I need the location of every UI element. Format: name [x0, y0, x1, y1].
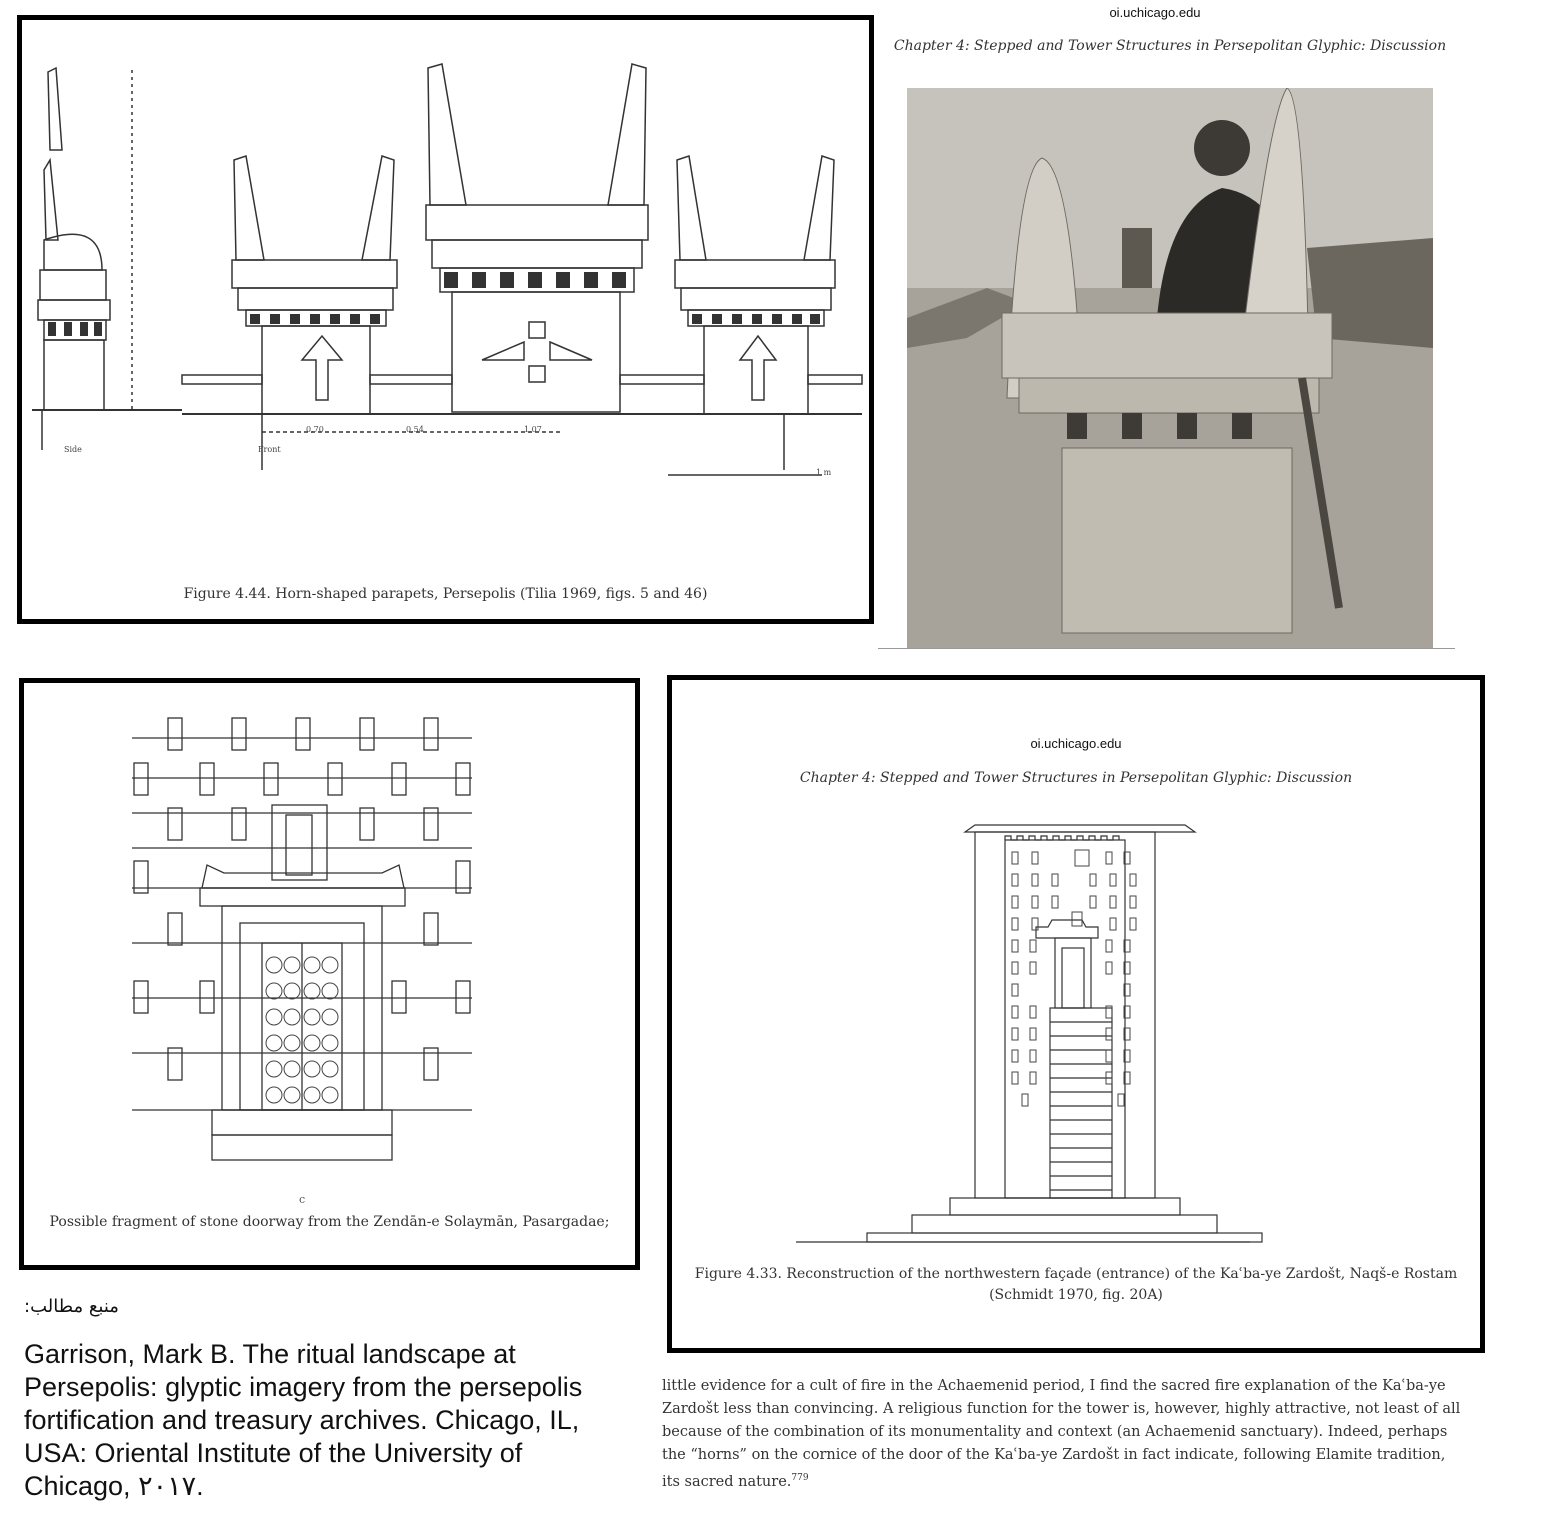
figure-4-33-caption-line1: Figure 4.33. Reconstruction of the northwestern façade (entrance) of the Kaʿba-ye Zardošt, Naqš-e Rostam	[694, 1266, 1458, 1282]
figure-4-44-caption: Figure 4.44. Horn-shaped parapets, Persepolis (Tilia 1969, figs. 5 and 46)	[183, 586, 708, 602]
figure-4-44-panel	[17, 15, 874, 624]
dimension-2: 0,54	[406, 425, 424, 434]
source-line-2: Persepolis: glyptic imagery from the persepolis	[24, 1372, 583, 1402]
front-label: Front	[258, 445, 281, 454]
dimension-1: 0,70	[306, 425, 324, 434]
excerpt-line-1: little evidence for a cult of fire in the Achaemenid period, I find the sacred fire explanation of the Kaʿba-ye	[662, 1378, 1446, 1394]
excerpt-line-3: because of the combination of its monumentality and context (an Achaemenid sanctuary). Indeed, perhaps	[662, 1424, 1448, 1440]
excerpt-line-5-text: its sacred nature.	[662, 1473, 792, 1490]
source-heading: منبع مطالب:	[24, 1296, 119, 1317]
source-line-3: fortification and treasury archives. Chicago, IL,	[24, 1405, 580, 1435]
photo-baseline	[878, 648, 1455, 649]
site-header-top: oi.uchicago.edu	[1109, 5, 1201, 20]
horn-parapet-drawing	[32, 60, 872, 530]
doorway-caption: Possible fragment of stone doorway from the Zendān-e Solaymān, Pasargadae;	[49, 1214, 610, 1230]
doorway-drawing	[132, 713, 492, 1183]
chapter-header-figure-433: Chapter 4: Stepped and Tower Structures in Persepolitan Glyphic: Discussion	[799, 770, 1353, 786]
footnote-marker: 779	[791, 1473, 809, 1483]
kaba-tower-drawing	[790, 822, 1250, 1242]
figure-4-33-caption-line2: (Schmidt 1970, fig. 20A)	[989, 1287, 1163, 1303]
site-header-figure-433: oi.uchicago.edu	[1030, 736, 1122, 751]
figure-4-33-panel	[667, 675, 1485, 1353]
chapter-header-top: Chapter 4: Stepped and Tower Structures in Persepolitan Glyphic: Discussion	[893, 38, 1447, 54]
dimension-3: 1,07	[524, 425, 542, 434]
source-line-4: USA: Oriental Institute of the University of	[24, 1438, 523, 1468]
excerpt-line-4: the “horns” on the cornice of the door of the Kaʿba-ye Zardošt in fact indicate, following Elamite tradition,	[662, 1447, 1446, 1463]
excerpt-line-2: Zardošt less than convincing. A religious function for the tower is, however, highly attractive, not least of all	[662, 1401, 1461, 1417]
excerpt-line-5	[662, 1467, 809, 1494]
doorway-letter: c	[299, 1193, 306, 1206]
doorway-panel	[19, 678, 640, 1270]
side-label: Side	[64, 445, 82, 454]
parapet-photograph	[907, 88, 1433, 648]
source-line-1: Garrison, Mark B. The ritual landscape at	[24, 1339, 516, 1369]
source-line-5: Chicago, ۲۰۱۷.	[24, 1471, 204, 1501]
scale-label: 1 m	[816, 468, 832, 477]
